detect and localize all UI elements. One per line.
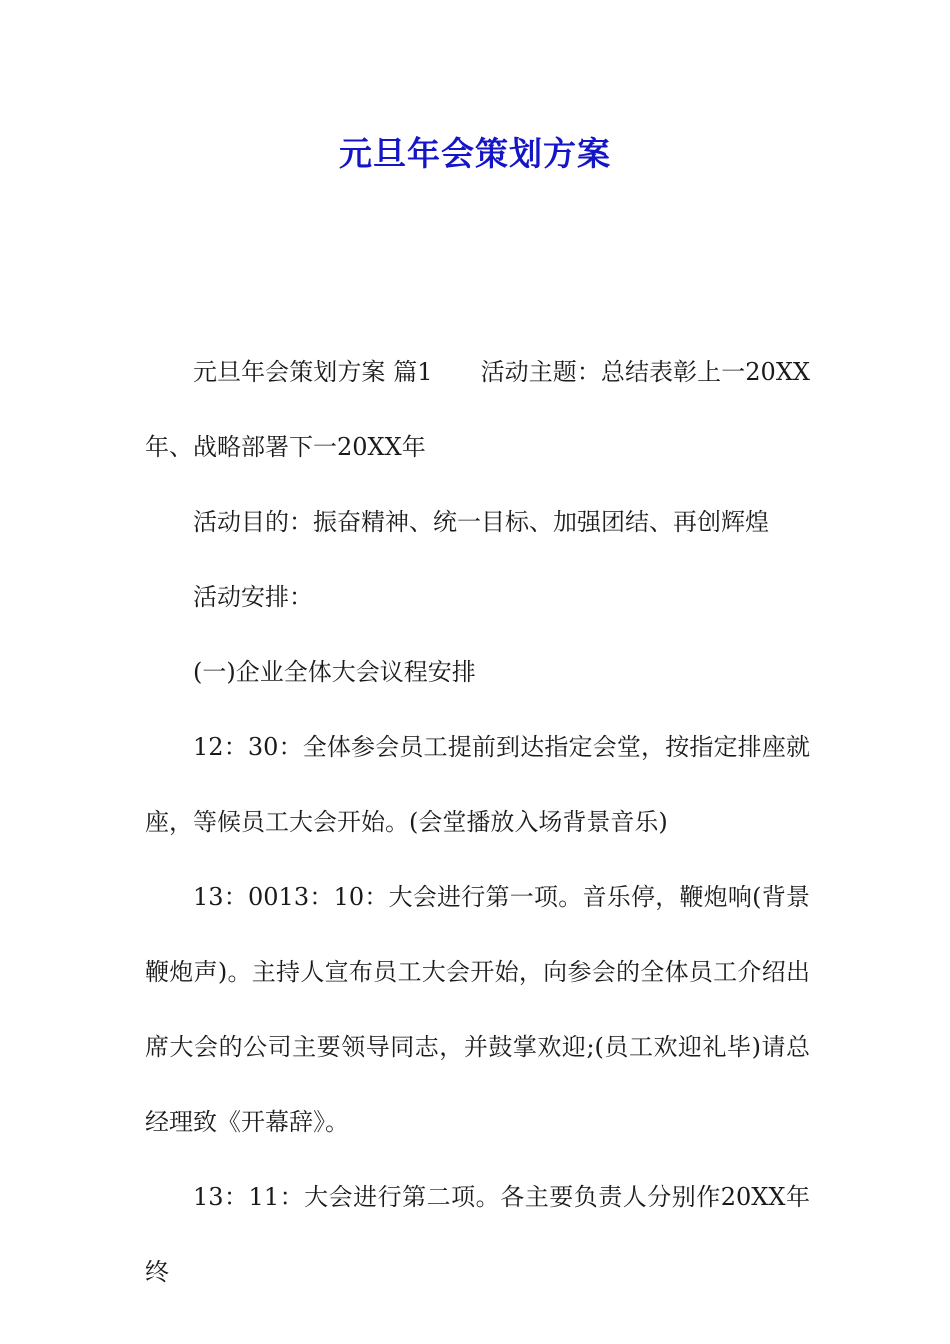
paragraph-arrangement: 活动安排： [193, 583, 313, 611]
paragraph-text: 活动主题：总结表彰上一20XX年、战略部署下一20XX年 [145, 358, 810, 461]
paragraph-theme [145, 335, 810, 485]
document-body [145, 335, 810, 1310]
paragraph-agenda-heading: (一)企业全体大会议程安排 [193, 658, 476, 686]
section-heading: 元旦年会策划方案 篇1 [193, 358, 433, 386]
paragraph-purpose: 活动目的：振奋精神、统一目标、加强团结、再创辉煌 [193, 508, 769, 536]
document-title: 元旦年会策划方案 [339, 134, 611, 173]
paragraph-agenda-1230: 12：30：全体参会员工提前到达指定会堂，按指定排座就座，等候员工大会开始。(会堂播放入场背景音乐) [145, 733, 810, 836]
paragraph-agenda-1311: 13：11：大会进行第二项。各主要负责人分别作20XX年终 [145, 1183, 810, 1286]
paragraph-agenda-1300: 13：0013：10：大会进行第一项。音乐停，鞭炮响(背景鞭炮声)。主持人宣布员工大会开始，向参会的全体员工介绍出席大会的公司主要领导同志，并鼓掌欢迎;(员工欢迎礼毕)请总经理致《开幕辞》。 [145, 883, 810, 1136]
